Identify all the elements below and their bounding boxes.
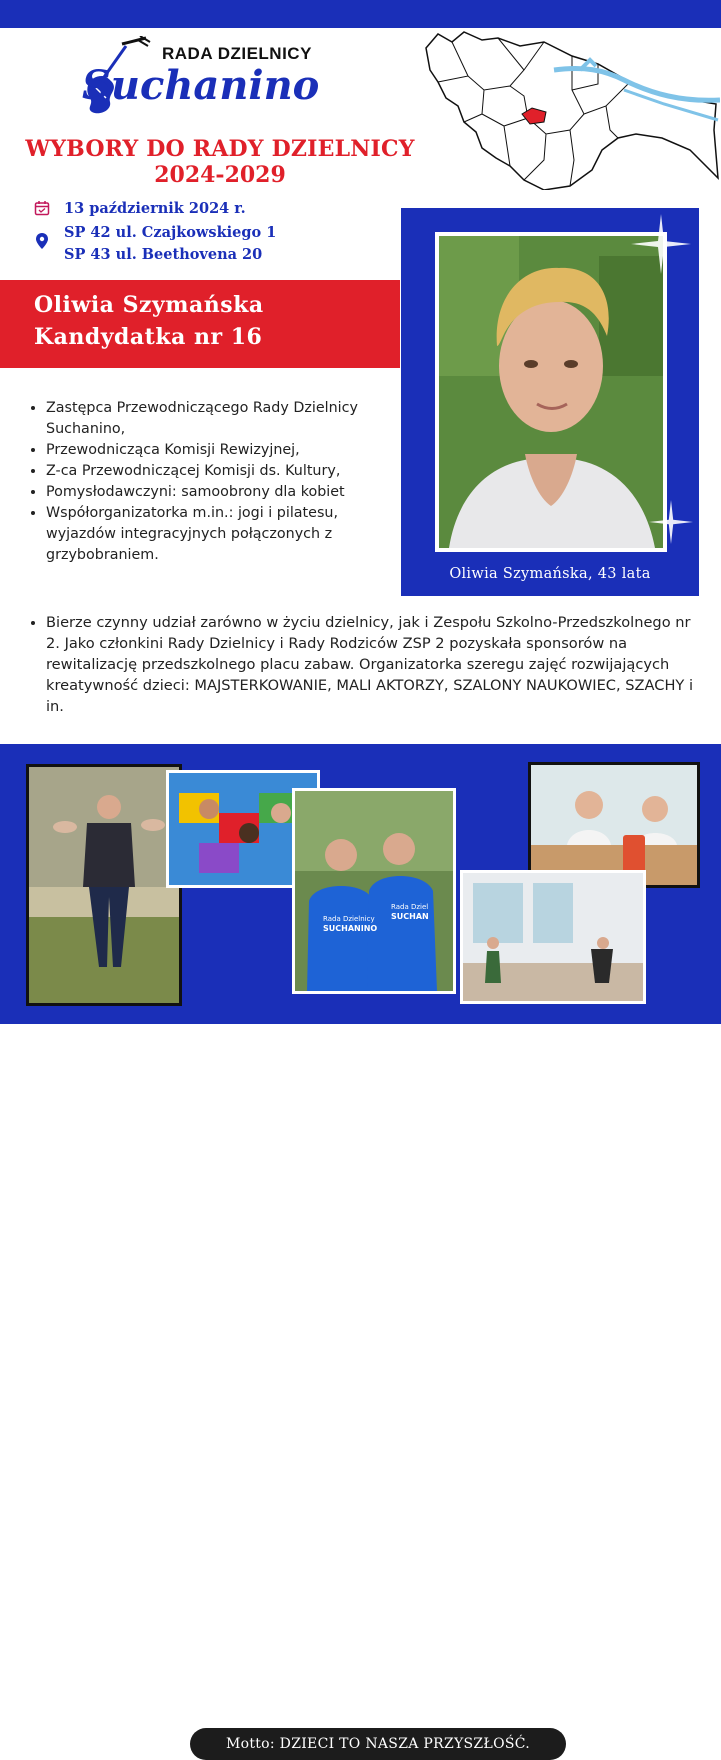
list-item: • Współorganizatorka m.in.: jogi i pilatesu, wyjazdów integracyjnych połączonych z grzybobraniem. <box>46 503 398 566</box>
photo-collage <box>0 744 721 1752</box>
portrait-panel <box>401 208 699 596</box>
logo-script-text: Suchanino <box>82 62 320 109</box>
motto-banner: Motto: DZIECI TO NASZA PRZYSZŁOŚĆ. <box>190 1728 566 1760</box>
logo <box>78 36 338 116</box>
logo-top-text: RADA DZIELNICY <box>162 44 312 63</box>
achievements-list <box>28 398 398 566</box>
candidate-portrait <box>435 232 667 552</box>
polling-station-2: SP 43 ul. Beethovena 20 <box>64 246 263 263</box>
top-blue-bar <box>0 0 721 28</box>
list-item: • Bierze czynny udział zarówno w życiu dzielnicy, jak i Zespołu Szkolno-Przedszkolnego nr 2. Jako członkini Rady Dzielnicy i Rady Rodziców ZSP 2 pozyskała sponsorów na rewitalizację przedszkolnego placu zabaw. Organizatorka szeregu zajęć rozwijających kreatywność dzieci: MAJSTERKOWANIE, MALI AKTORZY, SZALONY NAUKOWIEC, SZACHY i in. <box>46 612 708 717</box>
district-map <box>424 30 720 190</box>
sparkle-icon <box>631 214 691 274</box>
description-paragraph <box>28 612 708 717</box>
photo-yoga <box>460 870 646 1004</box>
list-item: • Pomysłodawczyni: samoobrony dla kobiet <box>46 482 398 503</box>
candidate-name: Oliwia Szymańska <box>34 292 264 318</box>
portrait-caption: Oliwia Szymańska, 43 lata <box>449 566 651 582</box>
candidate-number: Kandydatka nr 16 <box>34 324 263 350</box>
sparkle-icon <box>649 500 693 544</box>
svg-text:Rada Dzielnicy: Rada Dzielnicy <box>323 915 375 923</box>
election-title: WYBORY DO RADY DZIELNICY <box>25 136 415 162</box>
location-pin-icon <box>35 232 49 250</box>
svg-text:SUCHANINO: SUCHANINO <box>323 924 378 933</box>
list-item: • Zastępca Przewodniczącego Rady Dzielnicy Suchanino, <box>46 398 398 440</box>
candidate-name-banner <box>0 280 400 368</box>
polling-station-1: SP 42 ul. Czajkowskiego 1 <box>64 224 277 241</box>
calendar-icon <box>34 200 50 216</box>
election-date: 13 październik 2024 r. <box>64 200 246 217</box>
photo-council-shirts <box>292 788 456 994</box>
list-item: • Z-ca Przewodniczącej Komisji ds. Kultury, <box>46 461 398 482</box>
svg-text:Rada Dziel: Rada Dziel <box>391 903 429 911</box>
svg-text:SUCHAN: SUCHAN <box>391 912 429 921</box>
photo-mushrooms <box>26 764 182 1006</box>
list-item: • Przewodnicząca Komisji Rewizyjnej, <box>46 440 398 461</box>
election-years: 2024-2029 <box>154 162 286 188</box>
